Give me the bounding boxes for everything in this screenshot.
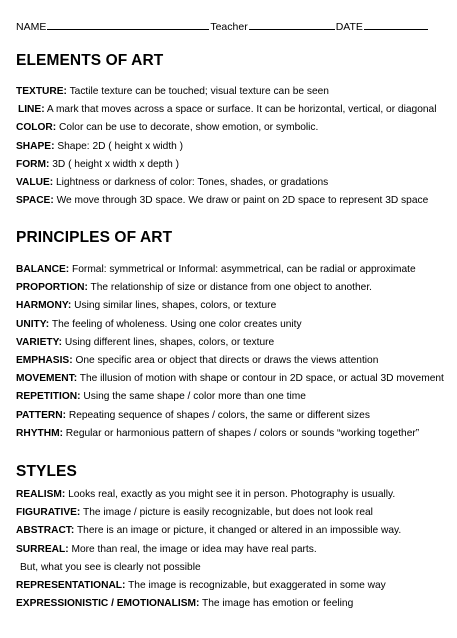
term-label: MOVEMENT: (16, 373, 78, 385)
term-label: BALANCE: (16, 264, 70, 275)
date-label: DATE (335, 21, 363, 33)
definition-text: The feeling of wholeness. Using one color creates unity (49, 318, 302, 330)
definition-row (16, 425, 452, 443)
definition-row (16, 370, 452, 388)
definition-row (16, 261, 452, 279)
definition-row (16, 407, 452, 425)
definition-row (16, 297, 452, 315)
definition-text: The image is recognizable, but exaggerated in some way (125, 579, 386, 591)
definition-text: 3D ( height x width x depth ) (49, 158, 180, 170)
term-label: UNITY: (16, 318, 50, 330)
elements-list (16, 83, 452, 210)
term-label: LINE: (18, 104, 45, 116)
header-line (16, 20, 429, 33)
definition-text: A mark that moves across a space or surface. It can be horizontal, vertical, or diagonal (44, 104, 437, 116)
definition-text: Shape: 2D ( height x width ) (54, 140, 184, 152)
term-label: REALISM: (16, 489, 66, 500)
styles-list (16, 486, 452, 613)
styles-title: STYLES (16, 463, 77, 480)
term-label: SPACE: (16, 195, 54, 207)
definition-row (16, 486, 452, 504)
definition-row (16, 504, 452, 522)
definition-text: The illusion of motion with shape or contour in 2D space, or actual 3D movement (77, 373, 444, 385)
principles-list (16, 261, 452, 443)
definition-row (16, 595, 452, 613)
definition-row (16, 522, 452, 540)
definition-row (16, 279, 452, 297)
definition-row (16, 119, 452, 137)
name-label: NAME (16, 21, 47, 33)
definition-text: Using the same shape / color more than one time (80, 391, 306, 403)
term-label: PATTERN: (16, 409, 66, 421)
definition-row (16, 577, 452, 595)
term-label: HARMONY: (16, 300, 72, 312)
term-label: EMPHASIS: (16, 354, 73, 366)
definition-row (16, 174, 452, 192)
term-label: REPRESENTATIONAL: (16, 579, 126, 591)
definition-row (16, 192, 452, 210)
definition-text: Lightness or darkness of color: Tones, shades, or gradations (53, 176, 329, 188)
term-label: PROPORTION: (16, 282, 88, 294)
definition-text: Using different lines, shapes, colors, or texture (62, 336, 275, 348)
date-blank (364, 20, 428, 30)
principles-title: PRINCIPLES OF ART (16, 229, 173, 246)
definition-text: Color can be use to decorate, show emotion, or symbolic. (56, 122, 319, 134)
definition-row (16, 388, 452, 406)
term-label: SHAPE: (16, 140, 55, 152)
term-label: ABSTRACT: (16, 525, 75, 537)
definition-row (16, 101, 452, 119)
term-label: EXPRESSIONISTIC / EMOTIONALISM: (16, 598, 200, 610)
teacher-blank (249, 20, 335, 30)
term-label: VALUE: (16, 176, 54, 188)
term-label: SURREAL: (16, 543, 69, 555)
name-blank (47, 20, 209, 30)
definition-row (16, 541, 452, 559)
definition-text: More than real, the image or idea may have real parts. (68, 543, 317, 555)
definition-text: There is an image or picture, it changed or altered in an impossible way. (74, 525, 402, 537)
term-label: FIGURATIVE: (16, 507, 81, 519)
definition-text: The relationship of size or distance from one object to another. (87, 282, 372, 294)
definition-text: Formal: symmetrical or Informal: asymmetrical, can be radial or approximate (69, 264, 416, 275)
definition-row (16, 334, 452, 352)
definition-row (16, 138, 452, 156)
term-label: FORM: (16, 158, 50, 170)
term-label: RHYTHM: (16, 427, 63, 439)
definition-row (16, 83, 452, 101)
term-label: VARIETY: (16, 336, 63, 348)
definition-text: The image / picture is easily recognizable, but does not look real (80, 507, 373, 519)
teacher-label: Teacher (210, 21, 248, 33)
definition-text: One specific area or object that directs or draws the views attention (72, 354, 379, 366)
definition-text: The image has emotion or feeling (199, 598, 354, 610)
definition-text: Tactile texture can be touched; visual texture can be seen (66, 86, 329, 97)
definition-text: Using similar lines, shapes, colors, or texture (71, 300, 277, 312)
term-label: TEXTURE: (16, 86, 67, 97)
term-label: COLOR: (16, 122, 57, 134)
definition-text: But, what you see is clearly not possible (20, 561, 201, 573)
definition-row (16, 316, 452, 334)
definition-text: Looks real, exactly as you might see it in person. Photography is usually. (65, 489, 396, 500)
definition-text: Regular or harmonious pattern of shapes / colors or sounds “working together” (62, 427, 420, 439)
definition-row (16, 352, 452, 370)
definition-text: Repeating sequence of shapes / colors, the same or different sizes (66, 409, 370, 421)
term-label: REPETITION: (16, 391, 81, 403)
definition-text: We move through 3D space. We draw or paint on 2D space to represent 3D space (53, 195, 429, 207)
definition-row (16, 559, 452, 577)
definition-row (16, 156, 452, 174)
elements-title: ELEMENTS OF ART (16, 52, 164, 69)
